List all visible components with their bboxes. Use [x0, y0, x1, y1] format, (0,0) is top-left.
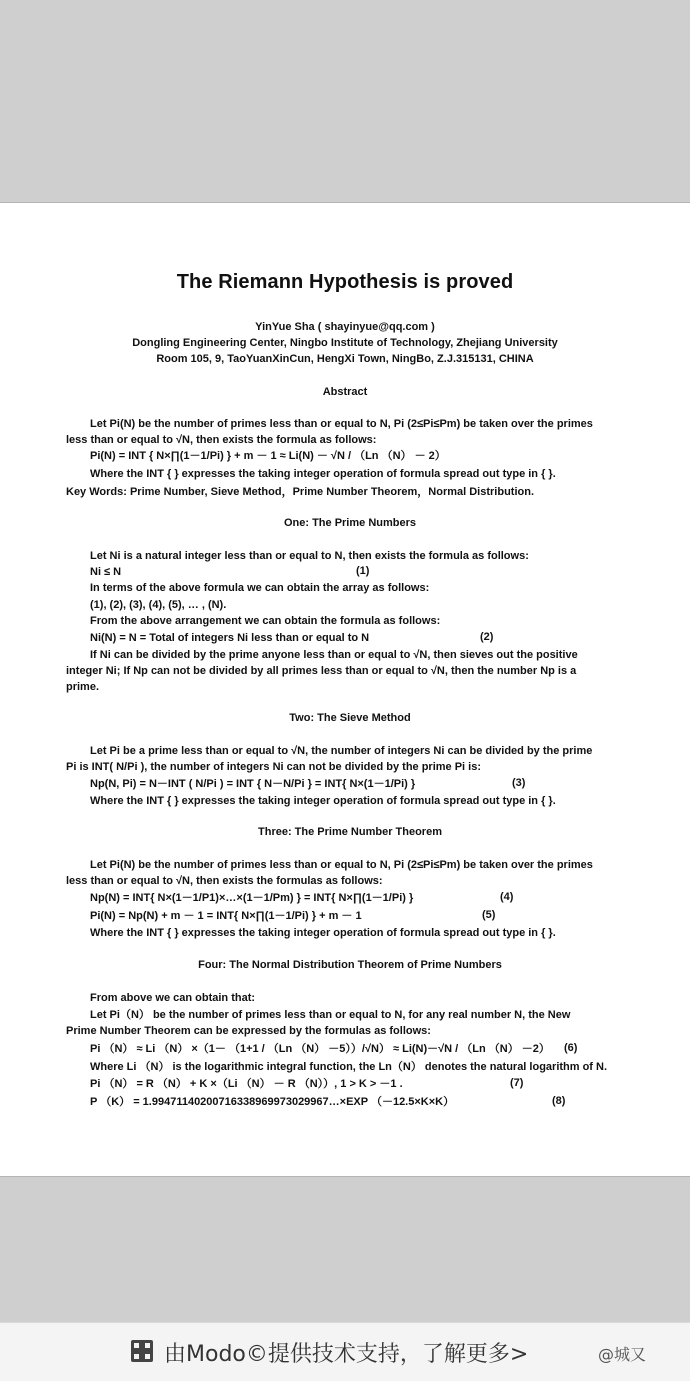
- watermark: @城又: [598, 1345, 647, 1364]
- paragraph-line: Let Pi(N) be the number of primes less than or equal to N, Pi (2≤Pi≤Pm) be taken over the primes: [90, 859, 593, 871]
- abstract-formula: Pi(N) = INT { N×∏(1－1/Pi) } + m － 1 ≈ Li(N) － √N / （Ln （N） － 2）: [90, 450, 446, 462]
- abstract-text: Let Pi(N) be the number of primes less than or equal to N, Pi (2≤Pi≤Pm) be taken over the primes: [90, 418, 593, 430]
- equation: Pi （N） = R （N） + K ×（Li （N） － R （N））, 1 > K > －1 .: [90, 1078, 403, 1090]
- equation: Np(N, Pi) = N－INT ( N/Pi ) = INT { N－N/Pi } = INT{ N×(1－1/Pi) }: [90, 778, 416, 790]
- paragraph-line: Where the INT { } expresses the taking integer operation of formula spread out type in { }.: [90, 927, 556, 939]
- author-line: YinYue Sha ( shayinyue@qq.com ): [255, 321, 435, 333]
- equation: P （K） = 1.99471140200716338969973029967…×EXP （－12.5×K×K）: [90, 1096, 455, 1108]
- keywords: Key Words: Prime Number, Sieve Method，Prime Number Theorem，Normal Distribution.: [66, 486, 534, 498]
- paragraph-line: less than or equal to √N, then exists the formulas as follows:: [66, 875, 383, 887]
- equation: Np(N) = INT{ N×(1－1/P1)×…×(1－1/Pm) } = INT{ N×∏(1－1/Pi) }: [90, 892, 414, 904]
- equation: Ni(N) = N = Total of integers Ni less than or equal to N: [90, 632, 370, 644]
- paragraph-line: Prime Number Theorem can be expressed by the formulas as follows:: [66, 1025, 431, 1037]
- paragraph-line: In terms of the above formula we can obtain the array as follows:: [90, 582, 430, 594]
- paragraph-line: Let Pi（N） be the number of primes less than or equal to N, for any real number N, the New: [90, 1009, 571, 1021]
- equation-number: (3): [512, 777, 526, 789]
- abstract-where: Where the INT { } expresses the taking integer operation of formula spread out type in { }.: [90, 468, 556, 480]
- abstract-text: less than or equal to √N, then exists the formula as follows:: [66, 434, 377, 446]
- equation-number: (6): [564, 1042, 578, 1054]
- equation-number: (1): [356, 565, 370, 577]
- paragraph-line: integer Ni; If Np can not be divided by all primes less than or equal to √N, then the number Np is a: [66, 665, 577, 677]
- section-heading: Two: The Sieve Method: [289, 712, 411, 724]
- equation-number: (2): [480, 631, 494, 643]
- equation: Pi(N) = Np(N) + m － 1 = INT{ N×∏(1－1/Pi) } + m － 1: [90, 910, 362, 922]
- equation-number: (5): [482, 909, 496, 921]
- abstract-heading: Abstract: [322, 386, 368, 398]
- equation-number: (8): [552, 1095, 566, 1107]
- paragraph-line: Let Pi be a prime less than or equal to √N, the number of integers Ni can be divided by the prime: [90, 745, 593, 757]
- document-page: [0, 202, 690, 1177]
- paragraph-line: Let Ni is a natural integer less than or equal to N, then exists the formula as follows:: [90, 550, 529, 562]
- modo-logo-icon: [131, 1340, 153, 1362]
- paragraph-line: prime.: [66, 681, 100, 693]
- equation-number: (7): [510, 1077, 524, 1089]
- address-line: Room 105, 9, TaoYuanXinCun, HengXi Town, NingBo, Z.J.315131, CHINA: [156, 353, 534, 365]
- equation-number: (4): [500, 891, 514, 903]
- paragraph-line: From above we can obtain that:: [90, 992, 256, 1004]
- section-heading: One: The Prime Numbers: [283, 517, 417, 529]
- equation: Pi （N） ≈ Li （N） ×（1－ （1+1 / （Ln （N） －5））/√N） ≈ Li(N)－√N / （Ln （N） －2）: [90, 1043, 550, 1055]
- paragraph-line: From the above arrangement we can obtain the formula as follows:: [90, 615, 441, 627]
- document-title: The Riemann Hypothesis is proved: [176, 271, 514, 293]
- affiliation-line: Dongling Engineering Center, Ningbo Institute of Technology, Zhejiang University: [132, 337, 558, 349]
- section-heading: Four: The Normal Distribution Theorem of Prime Numbers: [198, 959, 502, 971]
- paragraph-line: If Ni can be divided by the prime anyone less than or equal to √N, then sieves out the positive: [90, 649, 578, 661]
- paragraph-line: Pi is INT( N/Pi ), the number of integers Ni can not be divided by the prime Pi is:: [66, 761, 482, 773]
- equation: Ni ≤ N: [90, 566, 122, 578]
- paragraph-line: Where Li （N） is the logarithmic integral function, the Ln（N） denotes the natural logarithm of N.: [90, 1061, 608, 1073]
- footer-support-link[interactable]: 由Modo©提供技术支持，了解更多>: [164, 1342, 529, 1367]
- paragraph-line: Where the INT { } expresses the taking integer operation of formula spread out type in { }.: [90, 795, 556, 807]
- section-heading: Three: The Prime Number Theorem: [258, 826, 442, 838]
- paragraph-line: (1), (2), (3), (4), (5), … , (N).: [90, 599, 227, 611]
